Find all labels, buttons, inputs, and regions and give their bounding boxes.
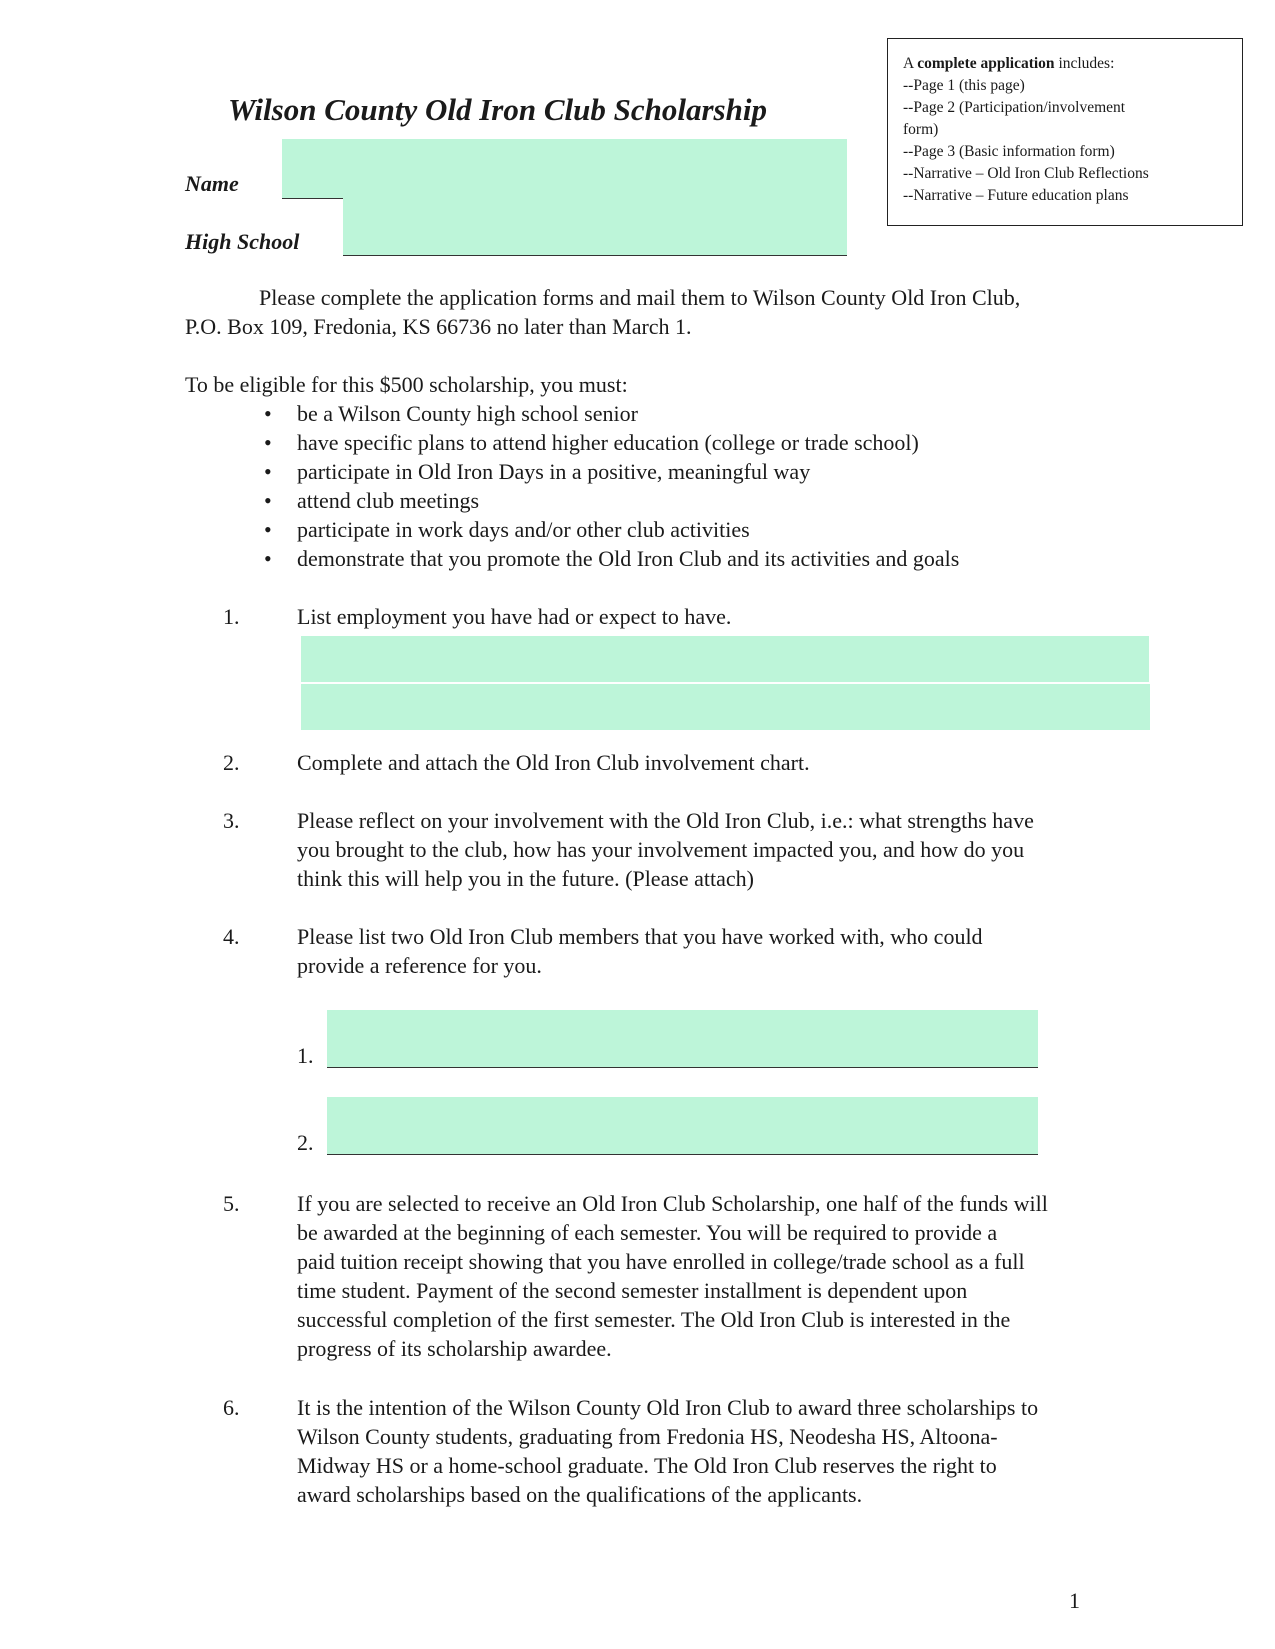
high-school-field[interactable] <box>343 198 847 256</box>
checklist-item: --Page 3 (Basic information form) <box>903 143 1115 160</box>
application-checklist-box <box>887 38 1243 226</box>
question-3-text: Please reflect on your involvement with the Old Iron Club, i.e.: what strengths have you brought to the club, how has your involvement impacted you, and how do you think this will help you in the future. (Please attach) <box>297 808 1034 891</box>
employment-field-1[interactable] <box>301 636 1149 682</box>
checklist-item: --Page 2 (Participation/involvement <box>903 99 1126 116</box>
bullet-icon: • <box>264 517 272 542</box>
bullet-icon: • <box>264 459 272 484</box>
checklist-item: --Narrative – Old Iron Club Reflections <box>903 165 1149 182</box>
question-number: 4. <box>223 924 240 949</box>
checklist-heading: A complete application includes: <box>903 55 1115 72</box>
question-number: 2. <box>223 750 240 775</box>
question-1-text: List employment you have had or expect to have. <box>297 604 732 629</box>
eligibility-list <box>264 399 960 573</box>
eligibility-intro: To be eligible for this $500 scholarship, you must: <box>185 372 628 397</box>
question-5-text: If you are selected to receive an Old Iron Club Scholarship, one half of the funds will be awarded at the beginning of each semester. You will be required to provide a paid tuition receipt showing that you have enrolled in college/trade school as a full time student. Payment of the second semester installment is dependent upon successful completion of the first semester. The Old Iron Club is interested in the progress of its scholarship awardee. <box>297 1191 1048 1361</box>
question-number: 1. <box>223 604 240 629</box>
bullet-icon: • <box>264 401 272 426</box>
checklist-item: --Narrative – Future education plans <box>903 187 1129 204</box>
name-label: Name <box>185 171 239 196</box>
page-title: Wilson County Old Iron Club Scholarship <box>228 92 767 127</box>
eligibility-item: • be a Wilson County high school senior <box>264 401 638 426</box>
bullet-icon: • <box>264 430 272 455</box>
question-4-text: Please list two Old Iron Club members that you have worked with, who could provide a reference for you. <box>297 924 983 978</box>
checklist-item: form) <box>903 121 939 138</box>
bullet-icon: • <box>264 546 272 571</box>
question-6-text: It is the intention of the Wilson County Old Iron Club to award three scholarships to Wilson County students, graduating from Fredonia HS, Neodesha HS, Altoona- Midway HS or a home-school graduate. The Old Iron Club reserves the right to award scholarships based on the qualifications of the applicants. <box>297 1395 1039 1507</box>
reference-2-field[interactable] <box>327 1097 1038 1155</box>
question-number: 5. <box>223 1191 240 1216</box>
question-number: 3. <box>223 808 240 833</box>
instructions-line-1: Please complete the application forms and mail them to Wilson County Old Iron Club, <box>259 285 1021 310</box>
eligibility-item: • participate in Old Iron Days in a positive, meaningful way <box>264 459 811 484</box>
employment-field-2[interactable] <box>301 684 1150 730</box>
reference-1-field[interactable] <box>327 1010 1038 1068</box>
name-field[interactable] <box>282 139 847 199</box>
question-number: 6. <box>223 1395 240 1420</box>
reference-2-label: 2. <box>297 1130 314 1155</box>
page-number: 1 <box>1069 1588 1080 1613</box>
high-school-label: High School <box>185 229 300 254</box>
instructions-line-2: P.O. Box 109, Fredonia, KS 66736 no later than March 1. <box>185 314 692 339</box>
eligibility-item: • have specific plans to attend higher education (college or trade school) <box>264 430 919 455</box>
eligibility-item: • demonstrate that you promote the Old Iron Club and its activities and goals <box>264 546 960 571</box>
question-2-text: Complete and attach the Old Iron Club involvement chart. <box>297 750 810 775</box>
checklist-item: --Page 1 (this page) <box>903 77 1025 94</box>
eligibility-item: • participate in work days and/or other club activities <box>264 517 750 542</box>
bullet-icon: • <box>264 488 272 513</box>
reference-1-label: 1. <box>297 1043 314 1068</box>
eligibility-item: • attend club meetings <box>264 488 480 513</box>
